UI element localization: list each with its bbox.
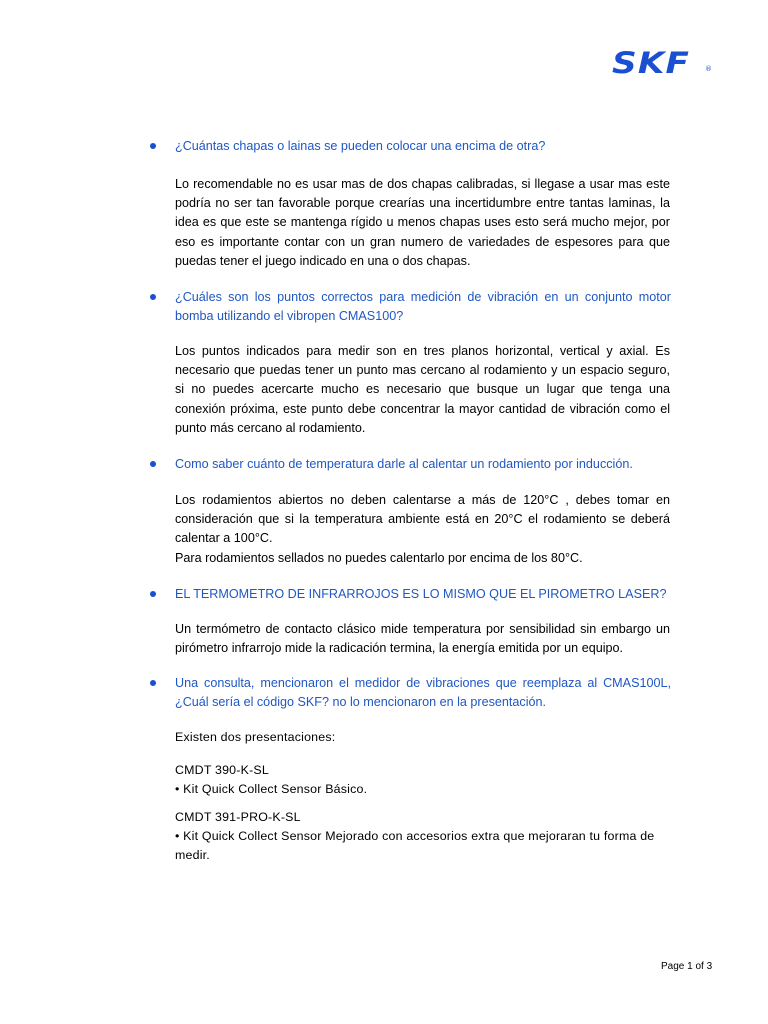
product-2 bbox=[175, 808, 655, 866]
answer-5-text: Existen dos presentaciones: bbox=[175, 730, 336, 744]
bullet-2 bbox=[150, 294, 156, 300]
product-1-code: CMDT 390-K-SL bbox=[175, 763, 269, 777]
page-number: Page 1 of 3 bbox=[661, 961, 713, 972]
question-2: ¿Cuáles son los puntos correctos para medición de vibración en un conjunto motor bomba utilizando el vibropen CMAS100? bbox=[175, 290, 671, 323]
answer-4 bbox=[175, 620, 670, 658]
bullet-4 bbox=[150, 591, 156, 597]
answer-3 bbox=[175, 491, 670, 568]
answer-3-text-2: Para rodamientos sellados no puedes calentarlo por encima de los 80°C. bbox=[175, 550, 583, 565]
question-1: ¿Cuántas chapas o lainas se pueden colocar una encima de otra? bbox=[175, 139, 546, 153]
bullet-5 bbox=[150, 680, 156, 686]
product-2-code: CMDT 391-PRO-K-SL bbox=[175, 810, 301, 824]
question-5: Una consulta, mencionaron el medidor de vibraciones que reemplaza al CMAS100L, ¿Cuál sería el código SKF? no lo mencionaron en la presentación. bbox=[175, 676, 671, 709]
answer-1-text: Lo recomendable no es usar mas de dos chapas calibradas, si llegase a usar mas este podría no ser tan favorable porque crearías una incertidumbre entre tantas laminas, la idea es que este se mantenga rígido u menos chapas uses esto será mucho mejor, por eso es importante contar con un gran numero de variedades de espesores para que puedas tener el juego indicado en una o dos chapas. bbox=[175, 177, 670, 268]
product-1-desc: • Kit Quick Collect Sensor Básico. bbox=[175, 782, 368, 797]
registered-mark: ® bbox=[705, 65, 712, 73]
question-4: EL TERMOMETRO DE INFRARROJOS ES LO MISMO QUE EL PIROMETRO LASER? bbox=[175, 587, 667, 601]
answer-4-text: Un termómetro de contacto clásico mide temperatura por sensibilidad sin embargo un pirómetro infrarrojo mide la radicación termina, la energía emitida por un equipo. bbox=[175, 622, 670, 656]
skf-logo-text: SKF bbox=[612, 46, 691, 80]
product-1 bbox=[175, 761, 670, 799]
answer-2-text: Los puntos indicados para medir son en tres planos horizontal, vertical y axial. Es necesario que puedas tener un punto mas cercano al rodamiento y un espacio seguro, si no puedes acercarte mucho es necesario que busque un lugar que tenga una conexión próxima, este punto debe concentrar la mayor cantidad de vibración como el punto más cercano al rodamiento. bbox=[175, 344, 670, 435]
answer-5 bbox=[175, 728, 670, 747]
bullet-1 bbox=[150, 143, 156, 149]
skf-logo bbox=[612, 48, 712, 78]
bullet-3 bbox=[150, 461, 156, 467]
question-3: Como saber cuánto de temperatura darle al calentar un rodamiento por inducción. bbox=[175, 457, 633, 471]
product-2-desc: • Kit Quick Collect Sensor Mejorado con accesorios extra que mejoraran tu forma de medir. bbox=[175, 829, 655, 863]
answer-1 bbox=[175, 175, 670, 271]
answer-2 bbox=[175, 342, 670, 438]
answer-3-text: Los rodamientos abiertos no deben calentarse a más de 120°C , debes tomar en consideración que si la temperatura ambiente está en 20°C el rodamiento se deberá calentar a 100°C. bbox=[175, 493, 670, 546]
